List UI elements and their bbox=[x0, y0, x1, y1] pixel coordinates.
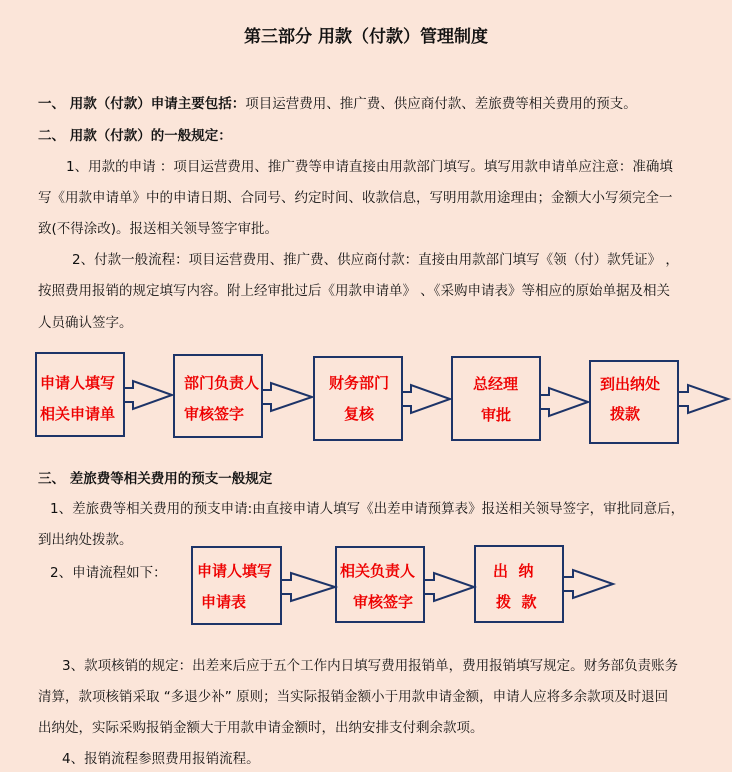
section-2-item-1-line-3: 致(不得涂改)。报送相关领导签字审批。 bbox=[38, 221, 279, 237]
section-2-heading: 二、 用款（付款）的一般规定： bbox=[38, 128, 232, 144]
arrow-right-icon bbox=[678, 382, 730, 416]
arrow-right-icon bbox=[262, 380, 314, 414]
flow-step-label: 到出纳处 bbox=[600, 375, 661, 393]
flow-step-manager-review bbox=[335, 546, 425, 623]
flow-step-label: 相关申请单 bbox=[40, 405, 116, 423]
section-1 bbox=[38, 92, 637, 112]
section-2-item-1-line-1: 1、用款的申请 ：项目运营费用、推广费等申请直接由用款部门填写。填写用款申请单应注意：准确填 bbox=[66, 159, 673, 175]
section-3-item-4: 4、报销流程参照费用报销流程。 bbox=[62, 751, 260, 767]
arrow-right-icon bbox=[563, 567, 615, 601]
section-3-item-3-line-3: 出纳处，实际采购报销金额大于用款申请金额时，出纳安排支付剩余款项。 bbox=[38, 720, 484, 736]
flow-step-gm-approve bbox=[451, 356, 541, 441]
flow-step-label: 出 纳 bbox=[493, 562, 534, 580]
arrow-right-icon bbox=[124, 378, 174, 412]
section-1-heading: 一、 用款（付款）申请主要包括： bbox=[38, 96, 246, 112]
section-2-item-2-line-3: 人员确认签字。 bbox=[38, 315, 133, 331]
page-title: 第三部分 用款（付款）管理制度 bbox=[244, 27, 488, 47]
flow-step-apply-form bbox=[191, 546, 282, 625]
section-3-item-2-label: 2、申请流程如下： bbox=[50, 565, 167, 581]
flow-step-label: 财务部门 bbox=[329, 374, 390, 392]
section-3-heading: 三、 差旅费等相关费用的预支一般规定 bbox=[38, 471, 273, 487]
flow-step-label: 总经理 bbox=[473, 375, 519, 393]
flow-step-label: 拨 款 bbox=[496, 593, 537, 611]
section-3-item-1-line-1: 1、差旅费等相关费用的预支申请:由直接申请人填写《出差申请预算表》报送相关领导签字，审批同意后， bbox=[50, 501, 685, 517]
flow-step-finance-review bbox=[313, 356, 403, 441]
flow-step-label: 申请人填写 bbox=[197, 562, 273, 580]
arrow-right-icon bbox=[281, 570, 337, 604]
flow-step-label: 复核 bbox=[344, 405, 375, 423]
flow-step-label: 审核签字 bbox=[184, 405, 245, 423]
flow-step-label: 申请人填写 bbox=[40, 374, 116, 392]
section-3-item-3-line-2: 清算，款项核销采取 “多退少补” 原则；当实际报销金额小于用款申请金额，申请人应将多余款项及时退回 bbox=[38, 689, 669, 705]
flow-step-cashier-disburse bbox=[589, 360, 679, 444]
section-2-item-2-line-1: 2、付款一般流程：项目运营费用、推广费、供应商付款：直接由用款部门填写《领（付）款凭证》 ， bbox=[72, 252, 679, 268]
arrow-right-icon bbox=[424, 570, 476, 604]
flow-step-dept-review bbox=[173, 354, 263, 438]
section-1-text: 项目运营费用、推广费、供应商付款、差旅费等相关费用的预支。 bbox=[245, 96, 637, 112]
section-2-item-1-line-2: 写《用款申请单》中的申请日期、合同号、约定时间、收款信息，写明用款用途理由；金额大小写须完全一 bbox=[38, 190, 673, 206]
flow-step-label: 审批 bbox=[481, 406, 512, 424]
flow-step-apply bbox=[35, 352, 125, 437]
section-3-item-1-line-2: 到出纳处拨款。 bbox=[38, 532, 133, 548]
flow-step-label: 拨款 bbox=[610, 405, 641, 423]
arrow-right-icon bbox=[540, 385, 590, 419]
flow-step-label: 相关负责人 bbox=[340, 562, 416, 580]
flow-step-label: 审核签字 bbox=[353, 593, 414, 611]
flow-step-label: 部门负责人 bbox=[184, 374, 260, 392]
flow-step-label: 申请表 bbox=[201, 593, 247, 611]
section-3-item-3-line-1: 3、款项核销的规定：出差来后应于五个工作内日填写费用报销单，费用报销填写规定。财务部负责账务 bbox=[62, 658, 679, 674]
flow-step-cashier-payout bbox=[474, 545, 564, 623]
arrow-right-icon bbox=[402, 382, 452, 416]
section-2-item-2-line-2: 按照费用报销的规定填写内容。附上经审批过后《用款申请单》 、《采购申请表》等相应的原始单据及相关 bbox=[38, 283, 671, 299]
